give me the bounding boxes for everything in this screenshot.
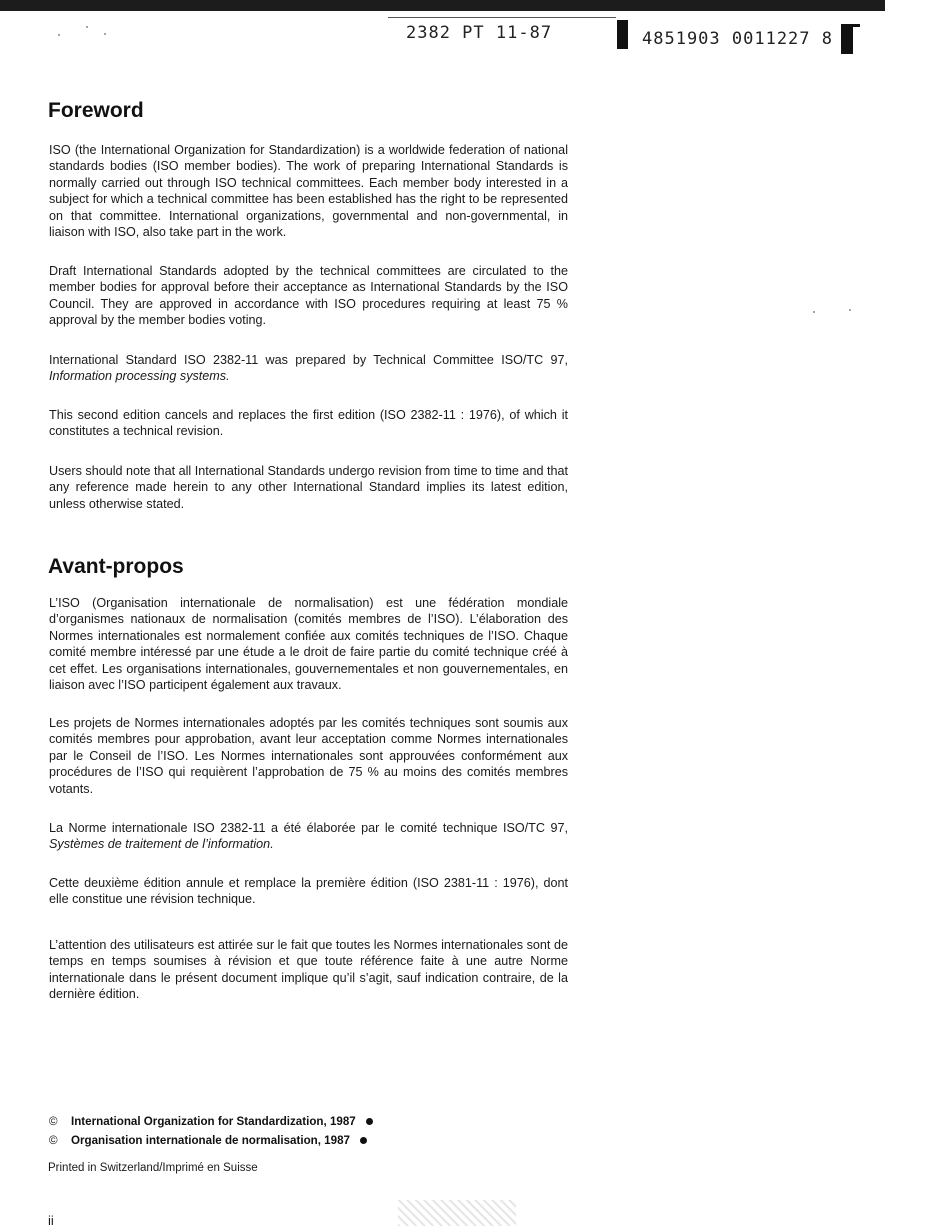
copyright-symbol: © [49,1115,58,1128]
copyright-symbol: © [49,1134,58,1147]
scan-speck [104,33,106,35]
copyright-french [49,1134,367,1147]
scan-speck [813,311,815,313]
foreword-paragraph-3 [49,352,568,385]
foreword-title: Foreword [48,99,144,122]
copyright-english-text: International Organization for Standardization, 1987 [71,1115,356,1128]
foreword-paragraph-1: ISO (the International Organization for Standardization) is a worldwide federation of national standards bodies (ISO member bodies). The work of preparing International Standards is normally carried out through ISO technical committees. Each member body interested in a subject for which a technical committee has been established has the right to be represented on that committee. International organizations, governmental and non-governmental, in liaison with ISO, also take part in the work. [49,143,568,240]
registration-mark-left [617,20,628,49]
foreword-paragraph-2: Draft International Standards adopted by the technical committees are circulated to the member bodies for approval before their acceptance as International Standards by the ISO Council. They are approved in accordance with ISO procedures requiring at least 75 % approval by the member bodies voting. [49,264,568,328]
foreword-paragraph-5: Users should note that all International Standards undergo revision from time to time and that any reference made herein to any other International Standard implies its latest edition, unless otherwise stated. [49,464,568,511]
bullet-dot [366,1118,373,1125]
copyright-english [49,1115,373,1128]
copyright-french-text: Organisation internationale de normalisation, 1987 [71,1134,350,1147]
registration-mark-right-cap [852,24,860,27]
page-number: ii [48,1213,54,1228]
foreword-committee-name: Information processing systems. [49,369,230,384]
foreword-paragraph-4: This second edition cancels and replaces the first edition (ISO 2382-11 : 1976), of which it constitutes a technical revision. [49,408,568,439]
foreword-paragraph-3-text: International Standard ISO 2382-11 was prepared by Technical Committee ISO/TC 97, [49,353,568,367]
avant-propos-paragraph-2: Les projets de Normes internationales adoptés par les comités techniques sont soumis aux comités membres pour approbation, avant leur acceptation comme Normes internationales par le Conseil de l’ISO. Les Normes internationales sont approuvées conformément aux procédures de l’ISO qui requièrent l’approbation de 75 % au moins des comités membres votants. [49,716,568,796]
scan-speck [58,34,60,36]
scan-top-bar [0,0,885,11]
avant-propos-paragraph-4: Cette deuxième édition annule et remplace la première édition (ISO 2381-11 : 1976), dont elle constitue une révision technique. [49,876,568,907]
printed-in-note: Printed in Switzerland/Imprimé en Suisse [48,1162,258,1174]
scan-speck [86,26,88,28]
scan-speck [849,309,851,311]
avant-propos-paragraph-5: L’attention des utilisateurs est attirée sur le fait que toutes les Normes internationales sont de temps en temps soumises à révision et que toute référence faite à une autre Norme internationale dans le présent document implique qu’il s’agit, sauf indication contraire, de la dernière édition. [49,938,568,1002]
registration-mark-right [841,24,853,54]
avant-propos-title: Avant-propos [48,555,184,578]
avant-propos-paragraph-1: L’ISO (Organisation internationale de normalisation) est une fédération mondiale d’organismes nationaux de normalisation (comités membres de l’ISO). L’élaboration des Normes internationales est normalement confiée aux comités techniques de l’ISO. Chaque comité membre intéressé par une étude a le droit de faire partie du comité technique créé à cet effet. Les organisations internationales, gouvernementales et non gouvernementales, en liaison avec l’ISO participent également aux travaux. [49,596,568,693]
avant-propos-committee-name: Systèmes de traitement de l’information. [49,837,274,852]
avant-propos-paragraph-3-text: La Norme internationale ISO 2382-11 a été élaborée par le comité technique ISO/TC 97, [49,821,568,835]
bullet-dot [360,1137,367,1144]
document-code-left: 2382 PT 11-87 [406,23,553,43]
avant-propos-paragraph-3 [49,820,568,853]
header-rule [388,17,616,18]
scan-smudge [398,1200,516,1226]
document-code-right: 4851903 0011227 8 [642,29,833,49]
